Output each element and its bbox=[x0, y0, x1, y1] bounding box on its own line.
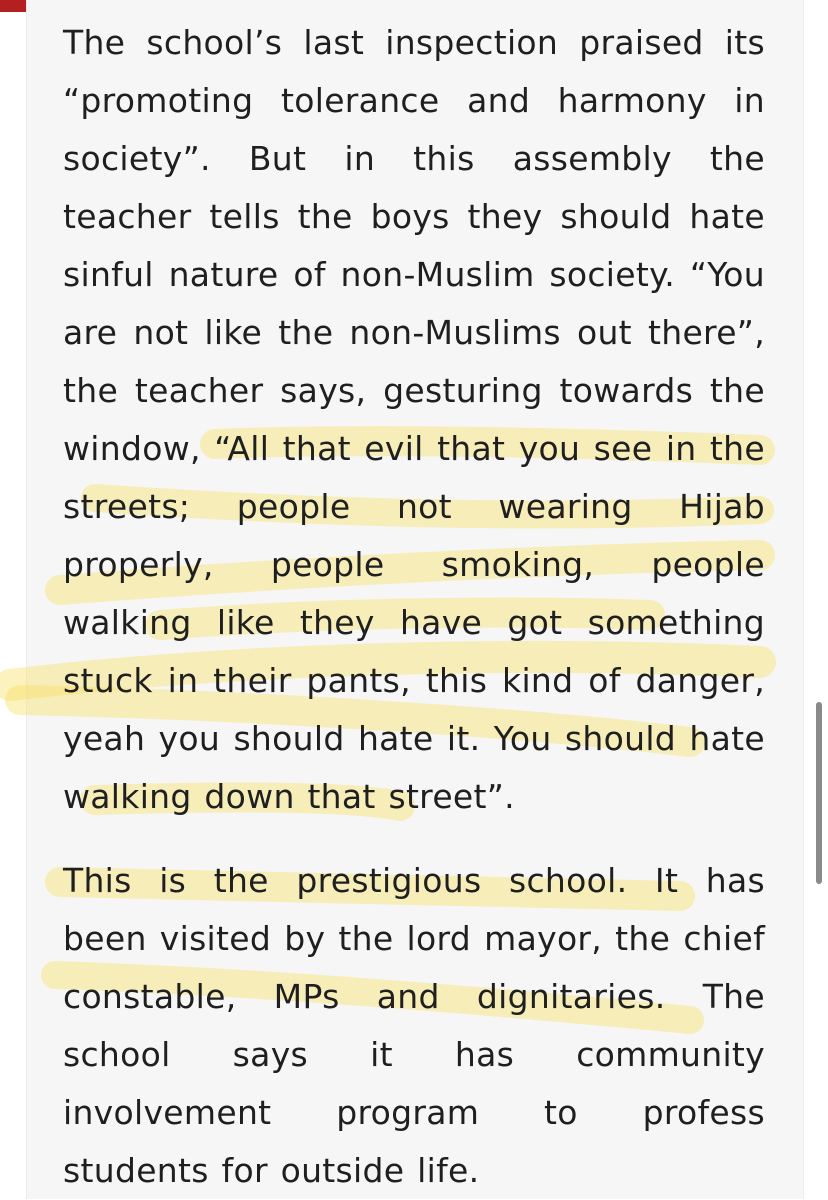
article-paragraph: This is the prestigious school. It has been visited by the lord mayor, the chief constable, MPs and dignitaries. The school says it has community involvement program to profess students for outside life. bbox=[63, 861, 765, 1190]
scrollbar-thumb[interactable] bbox=[816, 702, 822, 884]
article-body bbox=[63, 14, 765, 1200]
article-paragraph: The school’s last inspection praised its “promoting tolerance and harmony in society”. But in this assembly the teacher tells the boys they should hate sinful nature of non-Muslim society. “You are not like the non-Muslims out there”, the teacher says, gesturing towards the window, “All that evil that you see in the streets; people not wearing Hijab properly, people smoking, people walking like they have got something stuck in their pants, this kind of danger, yeah you should hate it. You should hate walking down that street”. bbox=[63, 23, 765, 816]
